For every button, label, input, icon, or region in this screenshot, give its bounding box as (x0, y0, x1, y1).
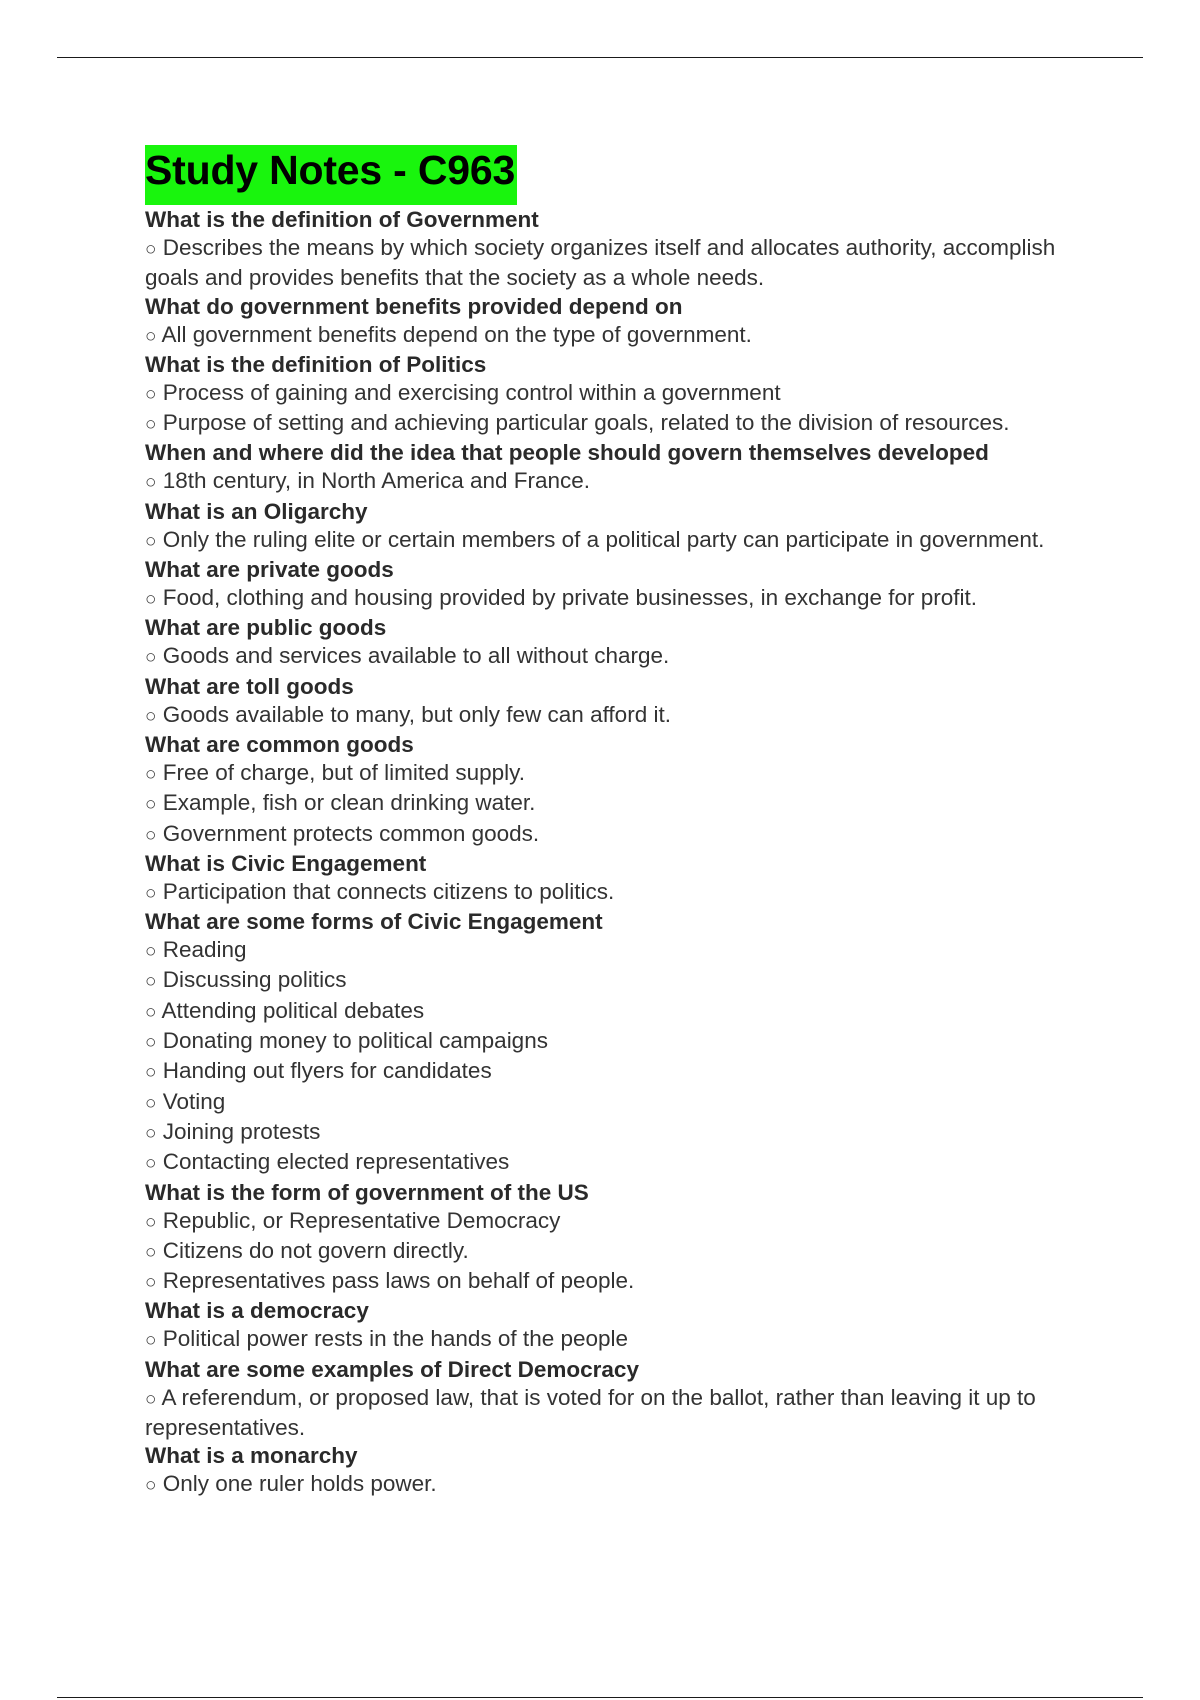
circle-bullet-icon: ○ (145, 1272, 157, 1294)
answer-text: 18th century, in North America and France. (162, 468, 591, 494)
header-rule (57, 57, 1143, 58)
answer-text: Purpose of setting and achieving particular goals, related to the division of resources. (162, 410, 1010, 436)
note-entry (145, 439, 1095, 497)
circle-bullet-icon: ○ (145, 1475, 157, 1497)
note-entry (145, 673, 1095, 731)
notes-list (145, 206, 1095, 1501)
answer-item (145, 1237, 1095, 1267)
question-heading: What are toll goods (145, 673, 354, 699)
circle-bullet-icon: ○ (145, 1122, 157, 1144)
circle-bullet-icon: ○ (145, 1211, 157, 1233)
answer-item (145, 584, 1095, 614)
answer-text: Discussing politics (162, 967, 347, 993)
note-entry (145, 498, 1095, 556)
document-body (145, 145, 1095, 1501)
answer-item (145, 966, 1095, 996)
answer-text: Representatives pass laws on behalf of people. (162, 1268, 635, 1294)
circle-bullet-icon: ○ (145, 414, 157, 436)
answer-text: Participation that connects citizens to politics. (162, 878, 615, 904)
answer-text: Food, clothing and housing provided by private businesses, in exchange for profit. (162, 585, 978, 611)
circle-bullet-icon: ○ (145, 941, 157, 963)
note-entry (145, 1356, 1095, 1443)
circle-bullet-icon: ○ (145, 589, 157, 611)
circle-bullet-icon: ○ (145, 647, 157, 669)
answer-text: A referendum, or proposed law, that is voted for on the ballot, rather than leaving it up to representatives. (145, 1384, 1036, 1441)
note-entry (145, 351, 1095, 440)
answer-text: Example, fish or clean drinking water. (162, 790, 536, 816)
circle-bullet-icon: ○ (145, 1062, 157, 1084)
question-heading: What are some forms of Civic Engagement (145, 909, 603, 935)
circle-bullet-icon: ○ (145, 383, 157, 405)
answer-item (145, 1118, 1095, 1148)
answer-item (145, 1027, 1095, 1057)
answer-text: Voting (162, 1088, 226, 1114)
answer-text: Handing out flyers for candidates (162, 1058, 492, 1084)
answer-item (145, 1057, 1095, 1087)
question-heading: What is the form of government of the US (145, 1179, 589, 1205)
answer-item (145, 1384, 1095, 1443)
answer-item (145, 701, 1095, 731)
note-entry (145, 1442, 1095, 1500)
circle-bullet-icon: ○ (145, 1092, 157, 1114)
circle-bullet-icon: ○ (145, 1032, 157, 1054)
question-heading: What do government benefits provided depend on (145, 293, 683, 319)
answer-item (145, 759, 1095, 789)
note-entry (145, 731, 1095, 850)
circle-bullet-icon: ○ (145, 1330, 157, 1352)
question-heading: What is a monarchy (145, 1443, 358, 1469)
circle-bullet-icon: ○ (145, 1388, 157, 1410)
question-heading: What is Civic Engagement (145, 850, 427, 876)
circle-bullet-icon: ○ (145, 472, 157, 494)
answer-text: Contacting elected representatives (162, 1149, 510, 1175)
note-entry (145, 850, 1095, 908)
question-heading: What are common goods (145, 731, 414, 757)
circle-bullet-icon: ○ (145, 1153, 157, 1175)
answer-item (145, 379, 1095, 409)
answer-text: Only the ruling elite or certain members of a political party can participate in government. (162, 526, 1045, 552)
answer-text: Citizens do not govern directly. (162, 1237, 469, 1263)
answer-item (145, 1325, 1095, 1355)
note-entry (145, 1297, 1095, 1355)
answer-item (145, 1207, 1095, 1237)
question-heading: What is a democracy (145, 1298, 369, 1324)
answer-item (145, 642, 1095, 672)
circle-bullet-icon: ○ (145, 239, 157, 260)
answer-item (145, 820, 1095, 850)
answer-text: Goods and services available to all without charge. (162, 643, 670, 669)
circle-bullet-icon: ○ (145, 1241, 157, 1263)
answer-item (145, 878, 1095, 908)
circle-bullet-icon: ○ (145, 1001, 157, 1023)
circle-bullet-icon: ○ (145, 325, 157, 347)
answer-item (145, 467, 1095, 497)
question-heading: What is the definition of Government (145, 207, 539, 232)
answer-text: Republic, or Representative Democracy (162, 1207, 561, 1233)
note-entry (145, 293, 1095, 351)
answer-text: Only one ruler holds power. (162, 1471, 437, 1497)
note-entry (145, 1179, 1095, 1298)
answer-item (145, 1148, 1095, 1178)
answer-item (145, 997, 1095, 1027)
footer-rule (57, 1697, 1143, 1698)
circle-bullet-icon: ○ (145, 794, 157, 816)
question-heading: What are some examples of Direct Democracy (145, 1356, 639, 1382)
answer-item (145, 789, 1095, 819)
answer-text: Reading (162, 937, 247, 963)
answer-item (145, 1470, 1095, 1500)
question-heading: What is an Oligarchy (145, 498, 368, 524)
question-heading: What are public goods (145, 615, 387, 641)
question-heading: What is the definition of Politics (145, 351, 487, 377)
circle-bullet-icon: ○ (145, 763, 157, 785)
answer-text: Attending political debates (161, 997, 425, 1023)
note-entry (145, 206, 1095, 293)
note-entry (145, 614, 1095, 672)
note-entry (145, 908, 1095, 1178)
question-heading: When and where did the idea that people should govern themselves developed (145, 440, 989, 466)
answer-item (145, 1088, 1095, 1118)
circle-bullet-icon: ○ (145, 971, 157, 993)
answer-text: All government benefits depend on the type of government. (161, 321, 752, 347)
answer-item (145, 1267, 1095, 1297)
answer-item (145, 936, 1095, 966)
circle-bullet-icon: ○ (145, 705, 157, 727)
note-entry (145, 556, 1095, 614)
answer-item (145, 409, 1095, 439)
answer-text: Government protects common goods. (162, 820, 540, 846)
question-heading: What are private goods (145, 557, 394, 583)
circle-bullet-icon: ○ (145, 824, 157, 846)
answer-text: Describes the means by which society organizes itself and allocates authority, accomplish goals and provides benefits that the society as a whole needs. (145, 235, 1056, 291)
answer-item (145, 321, 1095, 351)
answer-text: Process of gaining and exercising control within a government (162, 379, 781, 405)
title-highlight (145, 145, 517, 205)
page-title: Study Notes - C963 (145, 147, 516, 193)
answer-item (145, 234, 1095, 293)
answer-text: Free of charge, but of limited supply. (162, 759, 526, 785)
circle-bullet-icon: ○ (145, 530, 157, 552)
answer-text: Political power rests in the hands of the people (162, 1326, 629, 1352)
circle-bullet-icon: ○ (145, 882, 157, 904)
answer-text: Joining protests (162, 1118, 321, 1144)
answer-text: Donating money to political campaigns (162, 1028, 548, 1054)
answer-item (145, 526, 1095, 556)
answer-text: Goods available to many, but only few can afford it. (162, 701, 671, 727)
